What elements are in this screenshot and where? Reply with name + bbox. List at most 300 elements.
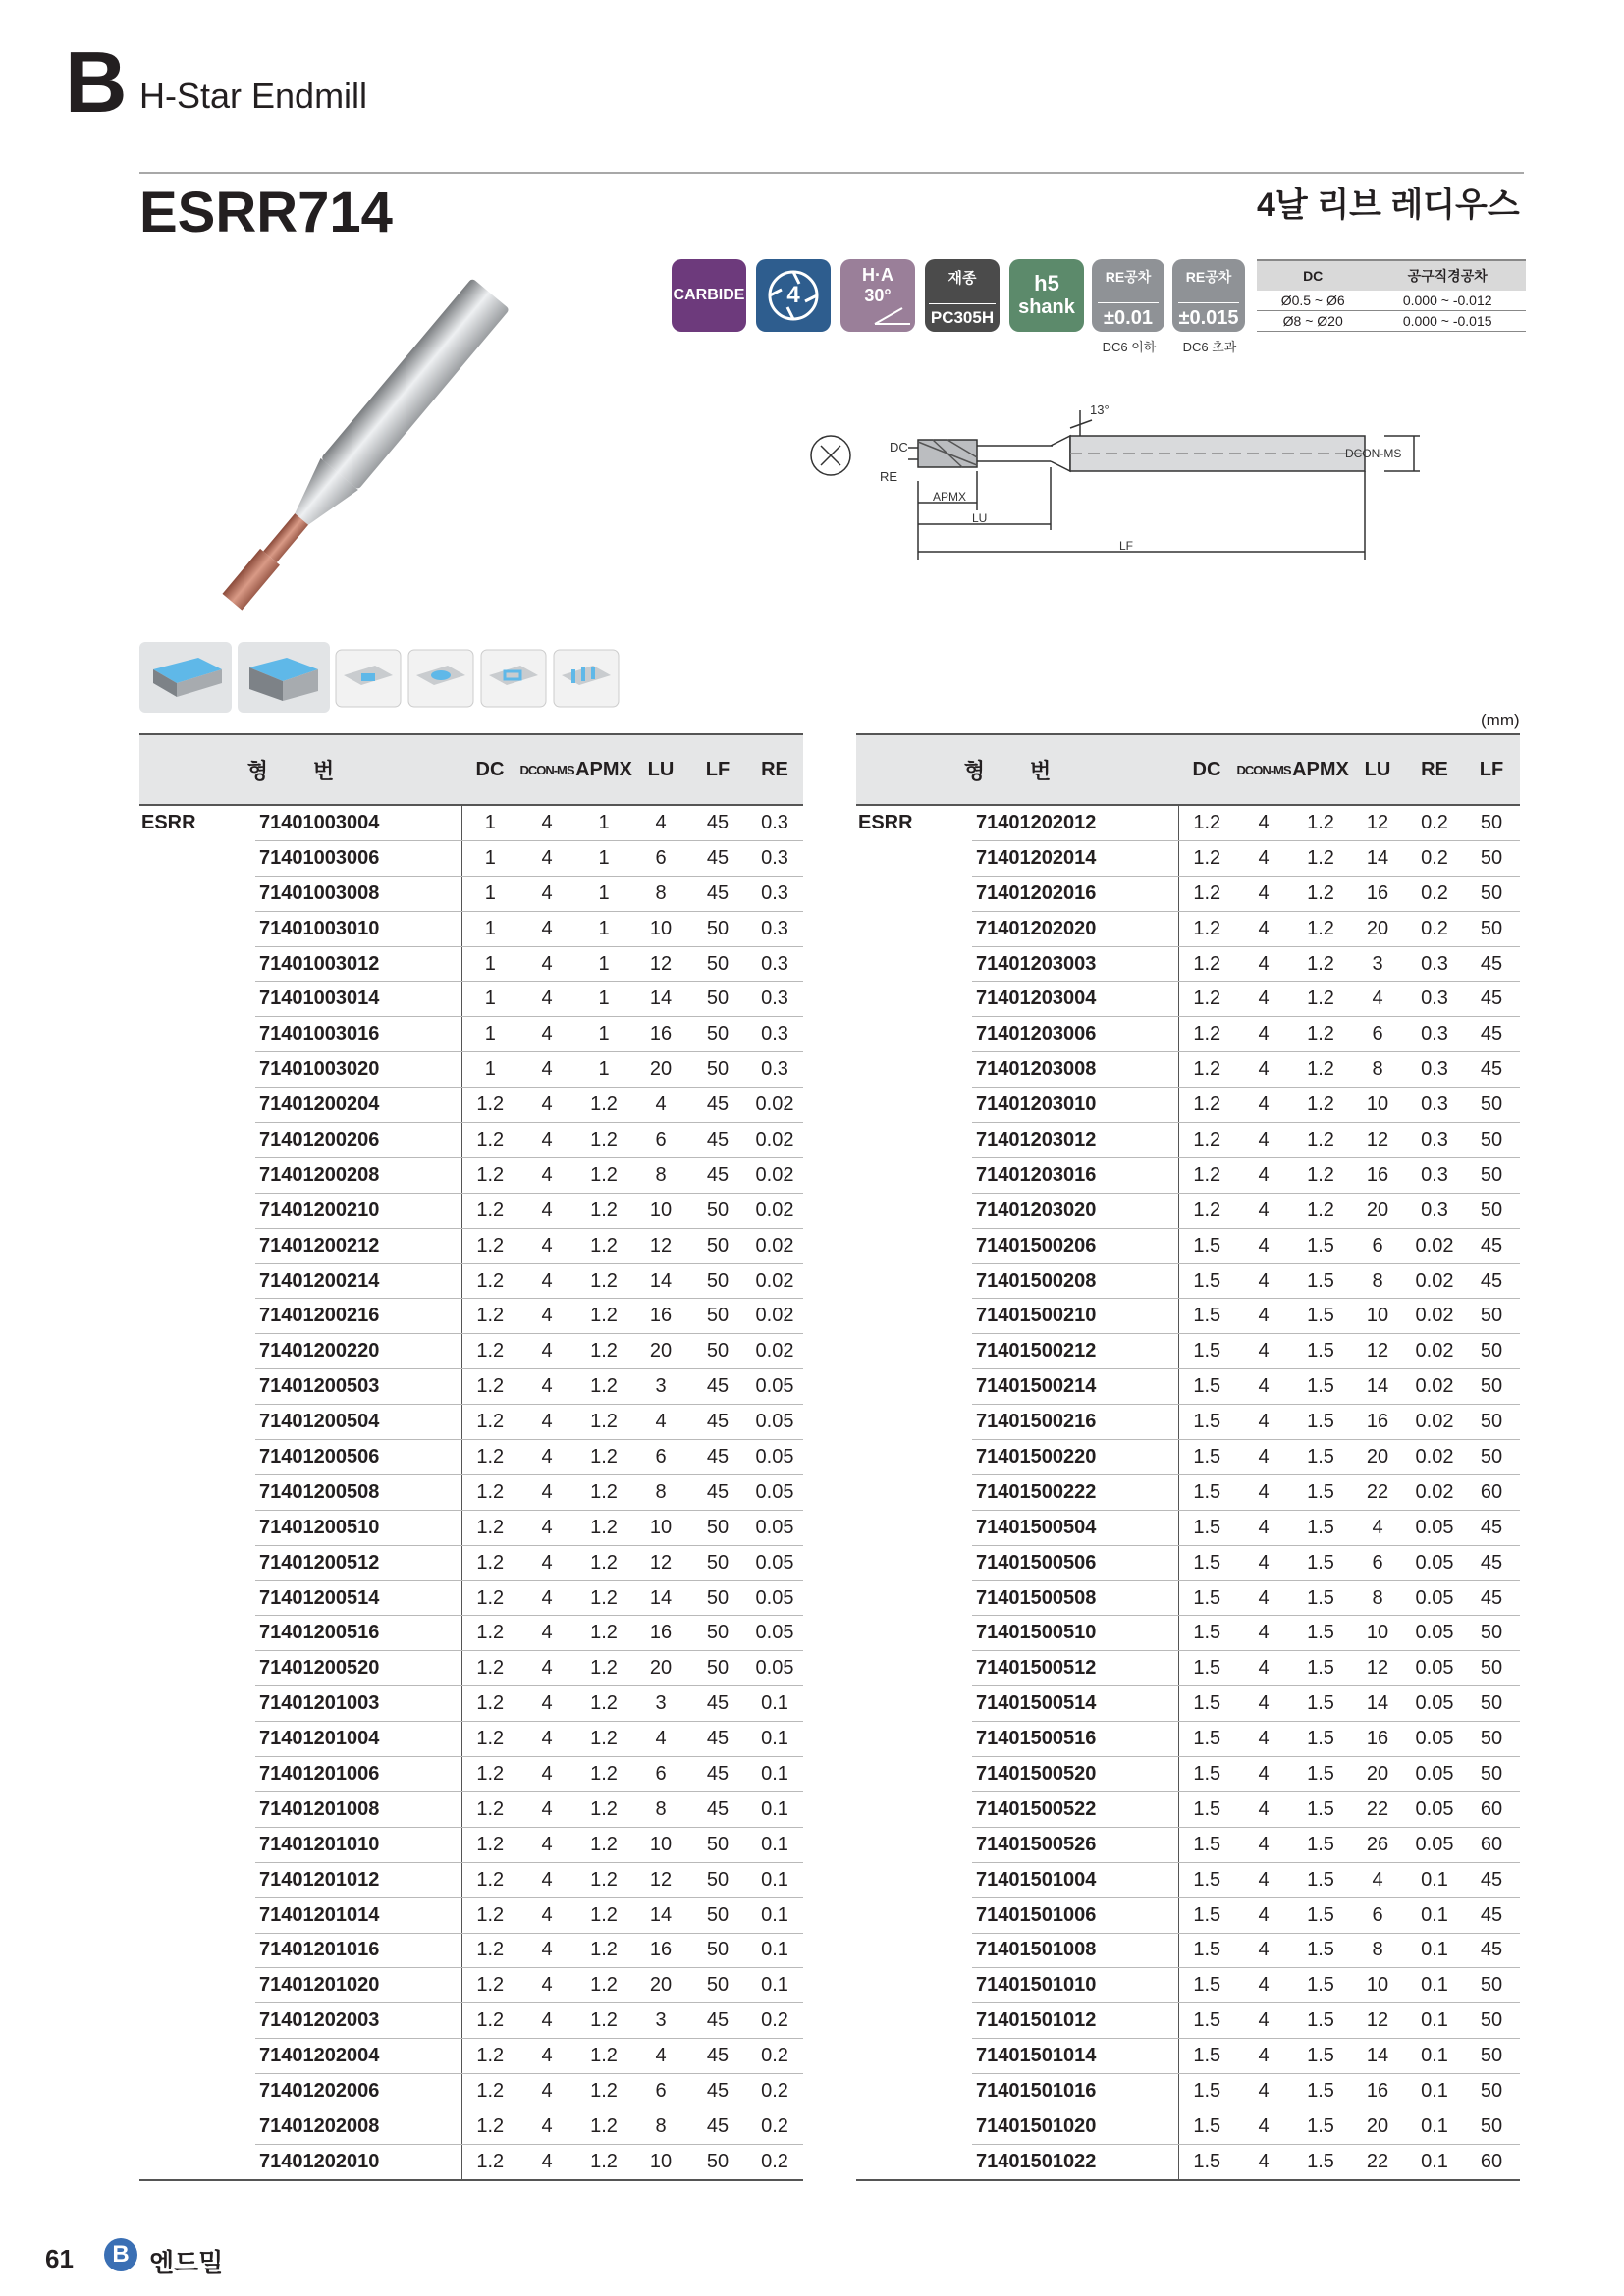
table-row <box>856 2003 1520 2039</box>
spec-cell: 6 <box>1349 1228 1406 1263</box>
spec-cell: 45 <box>689 2003 746 2039</box>
spec-cell: 4 <box>1235 1686 1292 1722</box>
table-row <box>856 1757 1520 1792</box>
spec-cell: 0.2 <box>746 2003 803 2039</box>
series-cell <box>139 2039 255 2074</box>
spec-cell: 20 <box>1349 911 1406 946</box>
spec-cell: 4 <box>1235 1933 1292 1968</box>
series-cell <box>856 1017 972 1052</box>
table-row <box>856 1052 1520 1088</box>
table-row <box>856 911 1520 946</box>
spec-cell: 4 <box>1235 982 1292 1017</box>
spec-cell: 4 <box>1235 1123 1292 1158</box>
series-cell <box>139 1722 255 1757</box>
table-row <box>139 1123 803 1158</box>
spec-cell: 1.2 <box>461 1616 518 1651</box>
table-row <box>139 2144 803 2179</box>
spec-cell: 0.3 <box>1406 1052 1463 1088</box>
series-cell <box>139 911 255 946</box>
product-code-cell: 71401003016 <box>255 1017 461 1052</box>
spec-cell: 45 <box>689 1123 746 1158</box>
table-row <box>139 982 803 1017</box>
spec-cell: 4 <box>632 1088 689 1123</box>
section-title: H-Star Endmill <box>139 76 368 116</box>
footer-section-label: 엔드밀 <box>149 2248 224 2277</box>
table-body-left <box>139 805 803 2180</box>
series-cell <box>856 982 972 1017</box>
column-header-dcon: DCON-MS <box>1235 734 1292 805</box>
spec-cell: 6 <box>1349 1897 1406 1933</box>
series-cell <box>139 1474 255 1510</box>
product-code-cell: 71401203003 <box>972 946 1178 982</box>
series-cell <box>856 2074 972 2109</box>
spec-cell: 12 <box>632 1545 689 1580</box>
spec-cell: 1.2 <box>461 1580 518 1616</box>
spec-cell: 22 <box>1349 1791 1406 1827</box>
series-cell <box>856 1052 972 1088</box>
spec-cell: 0.2 <box>746 2074 803 2109</box>
table-row <box>139 1580 803 1616</box>
spec-cell: 1.2 <box>461 1651 518 1686</box>
spec-cell: 0.2 <box>1406 911 1463 946</box>
spec-cell: 1.5 <box>1178 1334 1235 1369</box>
spec-cell: 1.5 <box>1178 1616 1235 1651</box>
table-row <box>139 1510 803 1545</box>
spec-cell: 0.02 <box>1406 1440 1463 1475</box>
series-cell <box>856 1968 972 2003</box>
series-cell <box>139 1369 255 1405</box>
table-row <box>856 876 1520 911</box>
series-cell <box>856 2003 972 2039</box>
table-row <box>856 1651 1520 1686</box>
spec-cell: 50 <box>689 1968 746 2003</box>
product-code-cell: 71401200206 <box>255 1123 461 1158</box>
spec-cell: 1.2 <box>1178 840 1235 876</box>
spec-cell: 1.5 <box>1178 1968 1235 2003</box>
spec-cell: 14 <box>632 1897 689 1933</box>
spec-cell: 0.05 <box>746 1369 803 1405</box>
spec-cell: 50 <box>1463 1123 1520 1158</box>
spec-cell: 8 <box>632 876 689 911</box>
spec-cell: 0.05 <box>1406 1651 1463 1686</box>
column-header-dc: DC <box>461 734 518 805</box>
series-cell <box>139 1545 255 1580</box>
spec-cell: 10 <box>632 1510 689 1545</box>
spec-cell: 1.2 <box>461 2144 518 2179</box>
spec-cell: 50 <box>1463 1088 1520 1123</box>
series-cell <box>139 1651 255 1686</box>
spec-cell: 0.02 <box>746 1334 803 1369</box>
column-header-re: RE <box>1406 734 1463 805</box>
series-cell <box>139 1897 255 1933</box>
spec-cell: 0.3 <box>746 876 803 911</box>
product-code-cell: 71401500212 <box>972 1334 1178 1369</box>
spec-cell: 50 <box>1463 1299 1520 1334</box>
product-code-cell: 71401500526 <box>972 1827 1178 1862</box>
spec-cell: 1.2 <box>575 1369 632 1405</box>
spec-cell: 50 <box>689 1616 746 1651</box>
tolerance-header: DC <box>1257 260 1369 291</box>
spec-cell: 10 <box>632 911 689 946</box>
product-code-cell: 71401203020 <box>972 1193 1178 1228</box>
spec-cell: 4 <box>1235 1334 1292 1369</box>
spec-cell: 4 <box>632 2039 689 2074</box>
spec-cell: 1.5 <box>1178 2144 1235 2179</box>
tolerance-header: 공구직경공차 <box>1369 260 1526 291</box>
spec-cell: 14 <box>1349 840 1406 876</box>
product-code-cell: 71401003012 <box>255 946 461 982</box>
product-code-cell: 71401003006 <box>255 840 461 876</box>
helix-value: 30° <box>864 286 892 305</box>
spec-cell: 50 <box>1463 1651 1520 1686</box>
series-cell <box>139 1088 255 1123</box>
spec-cell: 0.3 <box>746 1017 803 1052</box>
spec-cell: 6 <box>632 840 689 876</box>
spec-cell: 1.2 <box>1292 911 1349 946</box>
product-code-cell: 71401200208 <box>255 1157 461 1193</box>
spec-cell: 1.2 <box>575 1299 632 1334</box>
table-row <box>139 1405 803 1440</box>
spec-cell: 1.2 <box>575 2039 632 2074</box>
spec-cell: 16 <box>1349 876 1406 911</box>
column-header-dc: DC <box>1178 734 1235 805</box>
spec-cell: 45 <box>689 1369 746 1405</box>
endmill-product-image <box>128 265 589 638</box>
series-cell <box>139 1228 255 1263</box>
product-code-cell: 71401200516 <box>255 1616 461 1651</box>
product-code-cell: 71401200520 <box>255 1651 461 1686</box>
spec-cell: 1.2 <box>1178 1157 1235 1193</box>
spec-cell: 0.02 <box>746 1157 803 1193</box>
spec-cell: 1.2 <box>1178 1017 1235 1052</box>
spec-cell: 0.2 <box>746 2109 803 2144</box>
spec-cell: 0.2 <box>746 2039 803 2074</box>
series-cell <box>139 1157 255 1193</box>
series-cell <box>139 1580 255 1616</box>
spec-cell: 4 <box>518 1228 575 1263</box>
table-row <box>139 2039 803 2074</box>
spec-cell: 1.5 <box>1292 1968 1349 2003</box>
spec-cell: 50 <box>1463 840 1520 876</box>
spec-cell: 1.5 <box>1292 1440 1349 1475</box>
helix-angle-badge <box>840 259 915 332</box>
spec-cell: 0.1 <box>1406 2109 1463 2144</box>
series-cell <box>139 946 255 982</box>
series-cell <box>856 1580 972 1616</box>
spec-cell: 10 <box>1349 1616 1406 1651</box>
tolerance-cell: 0.000 ~ -0.012 <box>1369 291 1526 311</box>
column-header-dcon: DCON-MS <box>518 734 575 805</box>
spec-cell: 50 <box>1463 2074 1520 2109</box>
table-row <box>856 1686 1520 1722</box>
spec-cell: 12 <box>632 1862 689 1897</box>
spec-cell: 4 <box>1235 1369 1292 1405</box>
product-code-cell: 71401003020 <box>255 1052 461 1088</box>
spec-cell: 1.2 <box>461 1791 518 1827</box>
spec-cell: 8 <box>632 1157 689 1193</box>
section-badge: B <box>104 2238 137 2271</box>
spec-cell: 50 <box>1463 2109 1520 2144</box>
table-row <box>139 1052 803 1088</box>
spec-cell: 8 <box>1349 1263 1406 1299</box>
product-code-cell: 71401500216 <box>972 1405 1178 1440</box>
table-row <box>139 1827 803 1862</box>
spec-cell: 1.2 <box>575 1791 632 1827</box>
table-row <box>856 1933 1520 1968</box>
spec-cell: 4 <box>1235 1545 1292 1580</box>
spec-cell: 50 <box>1463 1722 1520 1757</box>
series-cell: ESRR <box>858 812 913 834</box>
spec-cell: 1.5 <box>1178 2039 1235 2074</box>
product-code-cell: 71401500512 <box>972 1651 1178 1686</box>
product-code-cell: 71401500206 <box>972 1228 1178 1263</box>
series-cell <box>139 1791 255 1827</box>
product-code-cell: 71401203006 <box>972 1017 1178 1052</box>
table-row <box>139 840 803 876</box>
spec-cell: 4 <box>518 911 575 946</box>
series-cell <box>856 1651 972 1686</box>
table-row <box>139 1968 803 2003</box>
spec-cell: 4 <box>632 1722 689 1757</box>
spec-cell: 50 <box>1463 876 1520 911</box>
spec-cell: 12 <box>632 1228 689 1263</box>
spec-cell: 1.5 <box>1292 1933 1349 1968</box>
product-code-cell: 71401501020 <box>972 2109 1178 2144</box>
spec-cell: 8 <box>1349 1933 1406 1968</box>
product-code-cell: 71401200503 <box>255 1369 461 1405</box>
table-row <box>856 1299 1520 1334</box>
table-row <box>856 1263 1520 1299</box>
product-code-cell: 71401501010 <box>972 1968 1178 2003</box>
product-code-cell: 71401203010 <box>972 1088 1178 1123</box>
product-code-cell: 71401202008 <box>255 2109 461 2144</box>
spec-cell: 1.5 <box>1292 1580 1349 1616</box>
spec-cell: 14 <box>632 1580 689 1616</box>
table-row <box>856 946 1520 982</box>
spec-cell: 1.2 <box>575 1933 632 1968</box>
spec-cell: 0.1 <box>746 1968 803 2003</box>
series-cell <box>139 2109 255 2144</box>
product-code-cell: 71401500210 <box>972 1299 1178 1334</box>
spec-cell: 4 <box>518 1405 575 1440</box>
spec-cell: 45 <box>1463 946 1520 982</box>
spec-cell: 4 <box>1235 1580 1292 1616</box>
series-cell <box>856 2144 972 2179</box>
series-cell <box>856 1405 972 1440</box>
spec-cell: 1.2 <box>1292 1123 1349 1158</box>
spec-cell: 1 <box>575 876 632 911</box>
spec-cell: 50 <box>689 1334 746 1369</box>
product-code-cell: 71401500516 <box>972 1722 1178 1757</box>
spec-cell: 1.2 <box>461 1088 518 1123</box>
spec-cell: 45 <box>689 1757 746 1792</box>
product-code-cell: 71401202010 <box>255 2144 461 2179</box>
spec-cell: 0.05 <box>746 1545 803 1580</box>
spec-cell: 50 <box>689 946 746 982</box>
series-cell <box>856 1088 972 1123</box>
spec-cell: 4 <box>1235 1228 1292 1263</box>
spec-cell: 45 <box>689 2109 746 2144</box>
spec-cell: 50 <box>1463 1968 1520 2003</box>
series-cell <box>856 1933 972 1968</box>
series-cell <box>139 1405 255 1440</box>
spec-cell: 0.05 <box>1406 1791 1463 1827</box>
grade-badge <box>925 259 1000 332</box>
spec-cell: 4 <box>1235 1791 1292 1827</box>
spec-cell: 45 <box>1463 1897 1520 1933</box>
spec-cell: 10 <box>632 1827 689 1862</box>
dim-re: RE <box>880 469 898 484</box>
series-cell <box>139 1510 255 1545</box>
spec-cell: 1.5 <box>1292 1474 1349 1510</box>
spec-cell: 1.2 <box>461 1299 518 1334</box>
spec-cell: 3 <box>632 1686 689 1722</box>
spec-cell: 4 <box>518 876 575 911</box>
product-code-cell: 71401500514 <box>972 1686 1178 1722</box>
series-cell <box>856 946 972 982</box>
column-header-re: RE <box>746 734 803 805</box>
spec-cell: 1.2 <box>575 1686 632 1722</box>
spec-cell: 4 <box>1235 1263 1292 1299</box>
spec-cell: 0.1 <box>746 1827 803 1862</box>
spec-cell: 4 <box>518 1193 575 1228</box>
product-code-cell: 71401003008 <box>255 876 461 911</box>
spec-cell: 4 <box>1235 1757 1292 1792</box>
column-header-model: 형 번 <box>856 734 1178 805</box>
spec-cell: 0.3 <box>1406 982 1463 1017</box>
product-code-cell: 71401003010 <box>255 911 461 946</box>
spec-cell: 4 <box>518 805 575 840</box>
spec-cell: 50 <box>689 1651 746 1686</box>
spec-cell: 45 <box>1463 1228 1520 1263</box>
spec-cell: 1.5 <box>1292 1405 1349 1440</box>
re-tolerance-value: ±0.01 <box>1098 302 1159 330</box>
column-header-apmx: APMX <box>575 734 632 805</box>
spec-cell: 50 <box>689 1510 746 1545</box>
spec-cell: 1.5 <box>1292 1263 1349 1299</box>
series-cell <box>139 1334 255 1369</box>
spec-cell: 0.1 <box>746 1757 803 1792</box>
spec-cell: 1.5 <box>1178 2003 1235 2039</box>
spec-cell: 6 <box>1349 1545 1406 1580</box>
spec-cell: 45 <box>689 1088 746 1123</box>
spec-cell: 1.2 <box>575 1123 632 1158</box>
product-code-cell: 71401500214 <box>972 1369 1178 1405</box>
spec-cell: 50 <box>1463 1334 1520 1369</box>
product-code-cell: 71401200212 <box>255 1228 461 1263</box>
series-cell <box>856 1791 972 1827</box>
spec-cell: 4 <box>1235 876 1292 911</box>
spec-cell: 1.2 <box>575 1263 632 1299</box>
helix-label: H·A <box>862 265 893 285</box>
table-row <box>139 1722 803 1757</box>
series-cell <box>139 1862 255 1897</box>
spec-cell: 1.2 <box>575 1651 632 1686</box>
spec-cell: 1.2 <box>461 1722 518 1757</box>
grade-value: PC305H <box>929 303 996 328</box>
spec-cell: 1 <box>461 840 518 876</box>
product-code-cell: 71401200514 <box>255 1580 461 1616</box>
spec-cell: 10 <box>1349 1968 1406 2003</box>
application-icons <box>139 640 630 715</box>
spec-cell: 1.5 <box>1178 1686 1235 1722</box>
spec-cell: 1.5 <box>1178 1580 1235 1616</box>
product-code-cell: 71401500506 <box>972 1545 1178 1580</box>
spec-cell: 1.5 <box>1292 2109 1349 2144</box>
table-row <box>139 1651 803 1686</box>
series-cell <box>139 1123 255 1158</box>
spec-cell: 12 <box>1349 805 1406 840</box>
spec-cell: 4 <box>1235 2109 1292 2144</box>
spec-cell: 50 <box>689 1299 746 1334</box>
table-row <box>139 2109 803 2144</box>
spec-cell: 1.2 <box>461 1193 518 1228</box>
spec-cell: 4 <box>518 1510 575 1545</box>
spec-cell: 4 <box>518 1827 575 1862</box>
spec-cell: 0.05 <box>1406 1510 1463 1545</box>
spec-cell: 4 <box>1235 2003 1292 2039</box>
spec-cell: 50 <box>689 982 746 1017</box>
series-cell <box>856 2109 972 2144</box>
series-cell <box>856 1193 972 1228</box>
product-code-cell: 71401202020 <box>972 911 1178 946</box>
unit-label: (mm) <box>1481 711 1520 729</box>
table-row <box>139 1299 803 1334</box>
spec-cell: 1.2 <box>1178 946 1235 982</box>
spec-cell: 0.05 <box>746 1405 803 1440</box>
series-cell <box>139 1193 255 1228</box>
spec-cell: 50 <box>689 1897 746 1933</box>
re-tolerance-caption: DC6 초과 <box>1182 340 1237 354</box>
spec-cell: 50 <box>689 2144 746 2179</box>
spec-cell: 1.5 <box>1178 1791 1235 1827</box>
spec-cell: 1.2 <box>1178 1193 1235 1228</box>
dim-dc: DC <box>890 440 908 454</box>
spec-cell: 4 <box>518 982 575 1017</box>
product-code-cell: 71401500208 <box>972 1263 1178 1299</box>
spec-cell: 20 <box>632 1968 689 2003</box>
spec-cell: 4 <box>518 1791 575 1827</box>
spec-cell: 1.2 <box>1178 805 1235 840</box>
table-row <box>856 1369 1520 1405</box>
spec-cell: 10 <box>1349 1088 1406 1123</box>
table-row <box>856 1510 1520 1545</box>
spec-cell: 50 <box>689 1862 746 1897</box>
spec-cell: 0.02 <box>746 1299 803 1334</box>
table-row <box>139 805 803 840</box>
spec-cell: 4 <box>518 1052 575 1088</box>
spec-cell: 1.5 <box>1178 1510 1235 1545</box>
spec-cell: 1.2 <box>461 1757 518 1792</box>
table-row <box>139 1686 803 1722</box>
spec-cell: 4 <box>518 1088 575 1123</box>
product-code-cell: 71401200510 <box>255 1510 461 1545</box>
spec-cell: 45 <box>689 1474 746 1510</box>
product-code-cell: 71401201014 <box>255 1897 461 1933</box>
series-cell <box>856 1862 972 1897</box>
product-code-cell: 71401201020 <box>255 1968 461 2003</box>
re-tolerance-label: RE공차 <box>1185 269 1232 285</box>
spec-cell: 0.3 <box>1406 1123 1463 1158</box>
spec-cell: 50 <box>689 1263 746 1299</box>
spec-cell: 8 <box>632 1791 689 1827</box>
table-row <box>139 1616 803 1651</box>
spec-cell: 14 <box>1349 1686 1406 1722</box>
spec-cell: 0.1 <box>1406 1933 1463 1968</box>
spec-cell: 4 <box>1235 1968 1292 2003</box>
spec-cell: 1.5 <box>1178 2109 1235 2144</box>
spec-cell: 16 <box>632 1017 689 1052</box>
